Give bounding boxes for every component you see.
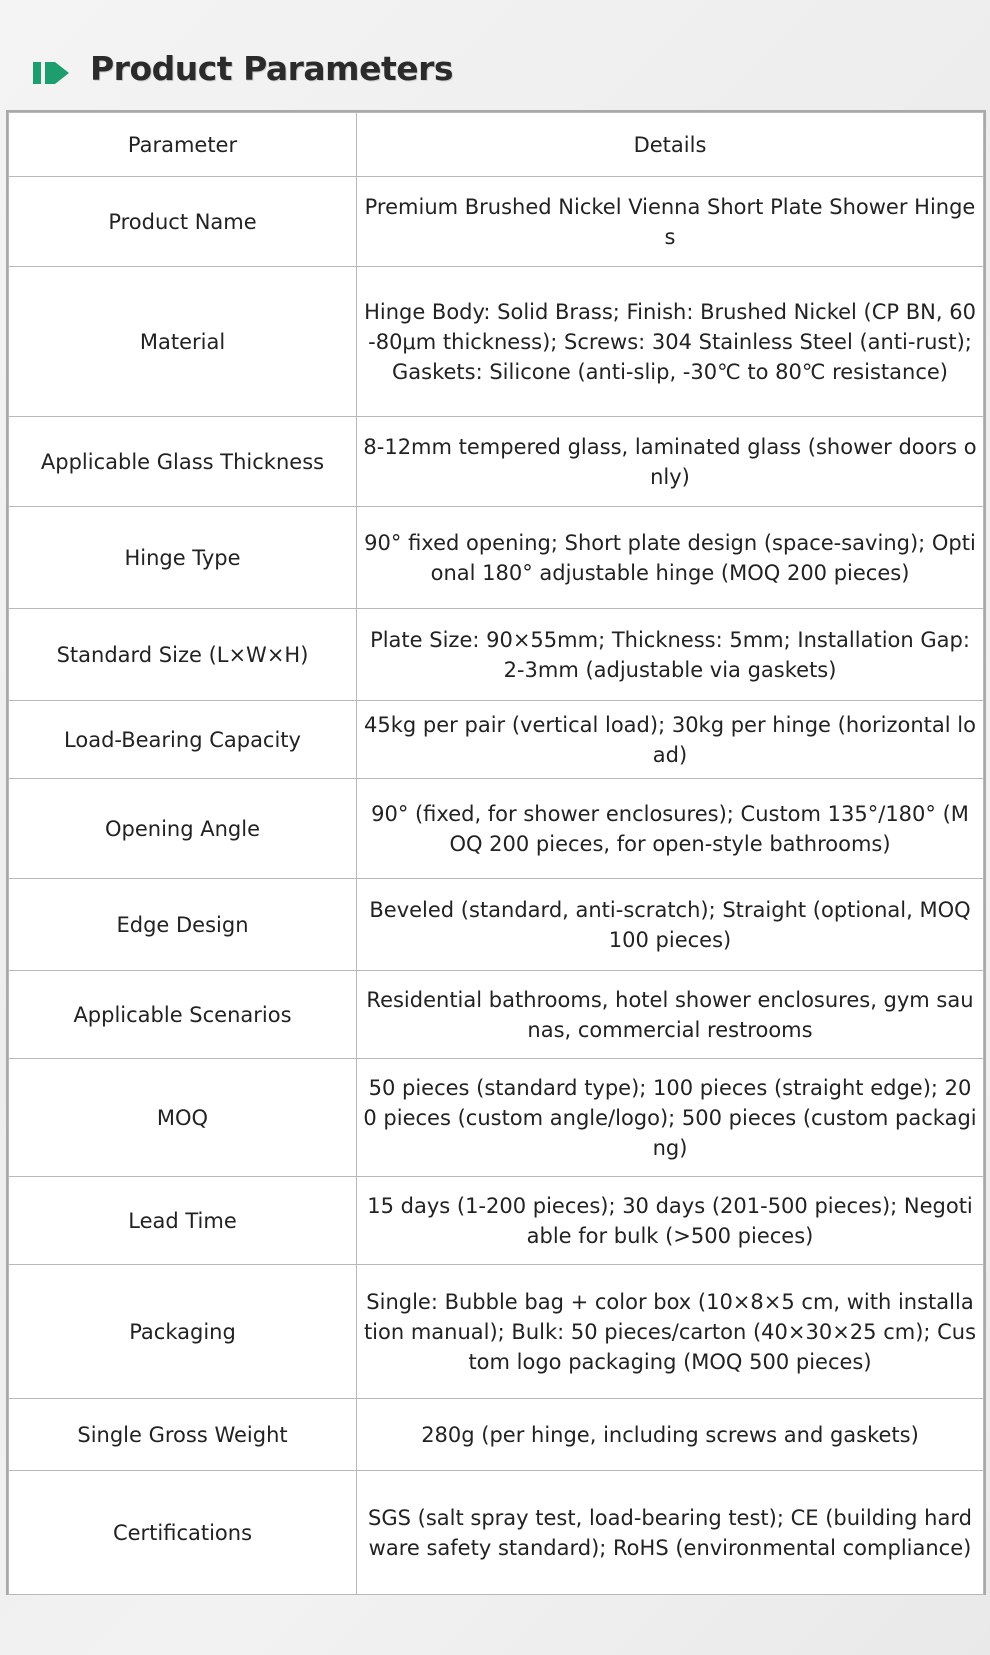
table-row bbox=[9, 779, 984, 879]
details-cell: Premium Brushed Nickel Vienna Short Plate Shower Hinges bbox=[357, 177, 984, 267]
parameter-cell: Applicable Glass Thickness bbox=[9, 417, 357, 507]
details-cell: Hinge Body: Solid Brass; Finish: Brushed Nickel (CP BN, 60-80μm thickness); Screws: 304 Stainless Steel (anti-rust); Gaskets: Silicone (anti-slip, -30℃ to 80℃ resistance) bbox=[357, 267, 984, 417]
table-row bbox=[9, 1177, 984, 1265]
details-cell: 50 pieces (standard type); 100 pieces (straight edge); 200 pieces (custom angle/logo); 500 pieces (custom packaging) bbox=[357, 1059, 984, 1177]
details-cell: 15 days (1-200 pieces); 30 days (201-500 pieces); Negotiable for bulk (>500 pieces) bbox=[357, 1177, 984, 1265]
details-cell: 280g (per hinge, including screws and gaskets) bbox=[357, 1399, 984, 1471]
speaker-icon bbox=[33, 56, 75, 90]
table-row bbox=[9, 177, 984, 267]
parameter-cell: Load-Bearing Capacity bbox=[9, 701, 357, 779]
section-header bbox=[0, 0, 990, 108]
parameter-cell: Packaging bbox=[9, 1265, 357, 1399]
table-row bbox=[9, 1399, 984, 1471]
details-cell: SGS (salt spray test, load-bearing test); CE (building hardware safety standard); RoHS (environmental compliance) bbox=[357, 1471, 984, 1595]
table-row bbox=[9, 609, 984, 701]
column-header-details: Details bbox=[357, 113, 984, 177]
details-cell: 8-12mm tempered glass, laminated glass (shower doors only) bbox=[357, 417, 984, 507]
table-row bbox=[9, 267, 984, 417]
parameter-cell: Standard Size (L×W×H) bbox=[9, 609, 357, 701]
parameter-cell: Product Name bbox=[9, 177, 357, 267]
parameters-table bbox=[6, 110, 986, 1595]
table-row bbox=[9, 1265, 984, 1399]
details-cell: Plate Size: 90×55mm; Thickness: 5mm; Installation Gap: 2-3mm (adjustable via gaskets) bbox=[357, 609, 984, 701]
parameter-cell: Opening Angle bbox=[9, 779, 357, 879]
table-row bbox=[9, 1471, 984, 1595]
table-row bbox=[9, 507, 984, 609]
parameter-cell: Edge Design bbox=[9, 879, 357, 971]
details-cell: 90° fixed opening; Short plate design (space-saving); Optional 180° adjustable hinge (MOQ 200 pieces) bbox=[357, 507, 984, 609]
table-row bbox=[9, 701, 984, 779]
table-row bbox=[9, 879, 984, 971]
column-header-parameter: Parameter bbox=[9, 113, 357, 177]
details-cell: 90° (fixed, for shower enclosures); Custom 135°/180° (MOQ 200 pieces, for open-style bathrooms) bbox=[357, 779, 984, 879]
table-row bbox=[9, 417, 984, 507]
details-cell: Residential bathrooms, hotel shower enclosures, gym saunas, commercial restrooms bbox=[357, 971, 984, 1059]
details-cell: Beveled (standard, anti-scratch); Straight (optional, MOQ 100 pieces) bbox=[357, 879, 984, 971]
parameter-cell: Lead Time bbox=[9, 1177, 357, 1265]
parameter-cell: Single Gross Weight bbox=[9, 1399, 357, 1471]
parameter-cell: MOQ bbox=[9, 1059, 357, 1177]
table-row bbox=[9, 971, 984, 1059]
details-cell: 45kg per pair (vertical load); 30kg per hinge (horizontal load) bbox=[357, 701, 984, 779]
parameter-cell: Certifications bbox=[9, 1471, 357, 1595]
details-cell: Single: Bubble bag + color box (10×8×5 cm, with installation manual); Bulk: 50 pieces/carton (40×30×25 cm); Custom logo packaging (MOQ 500 pieces) bbox=[357, 1265, 984, 1399]
parameter-cell: Material bbox=[9, 267, 357, 417]
page-title: Product Parameters bbox=[90, 49, 454, 88]
table-row bbox=[9, 1059, 984, 1177]
parameter-cell: Applicable Scenarios bbox=[9, 971, 357, 1059]
parameter-cell: Hinge Type bbox=[9, 507, 357, 609]
table-header-row bbox=[9, 113, 984, 177]
